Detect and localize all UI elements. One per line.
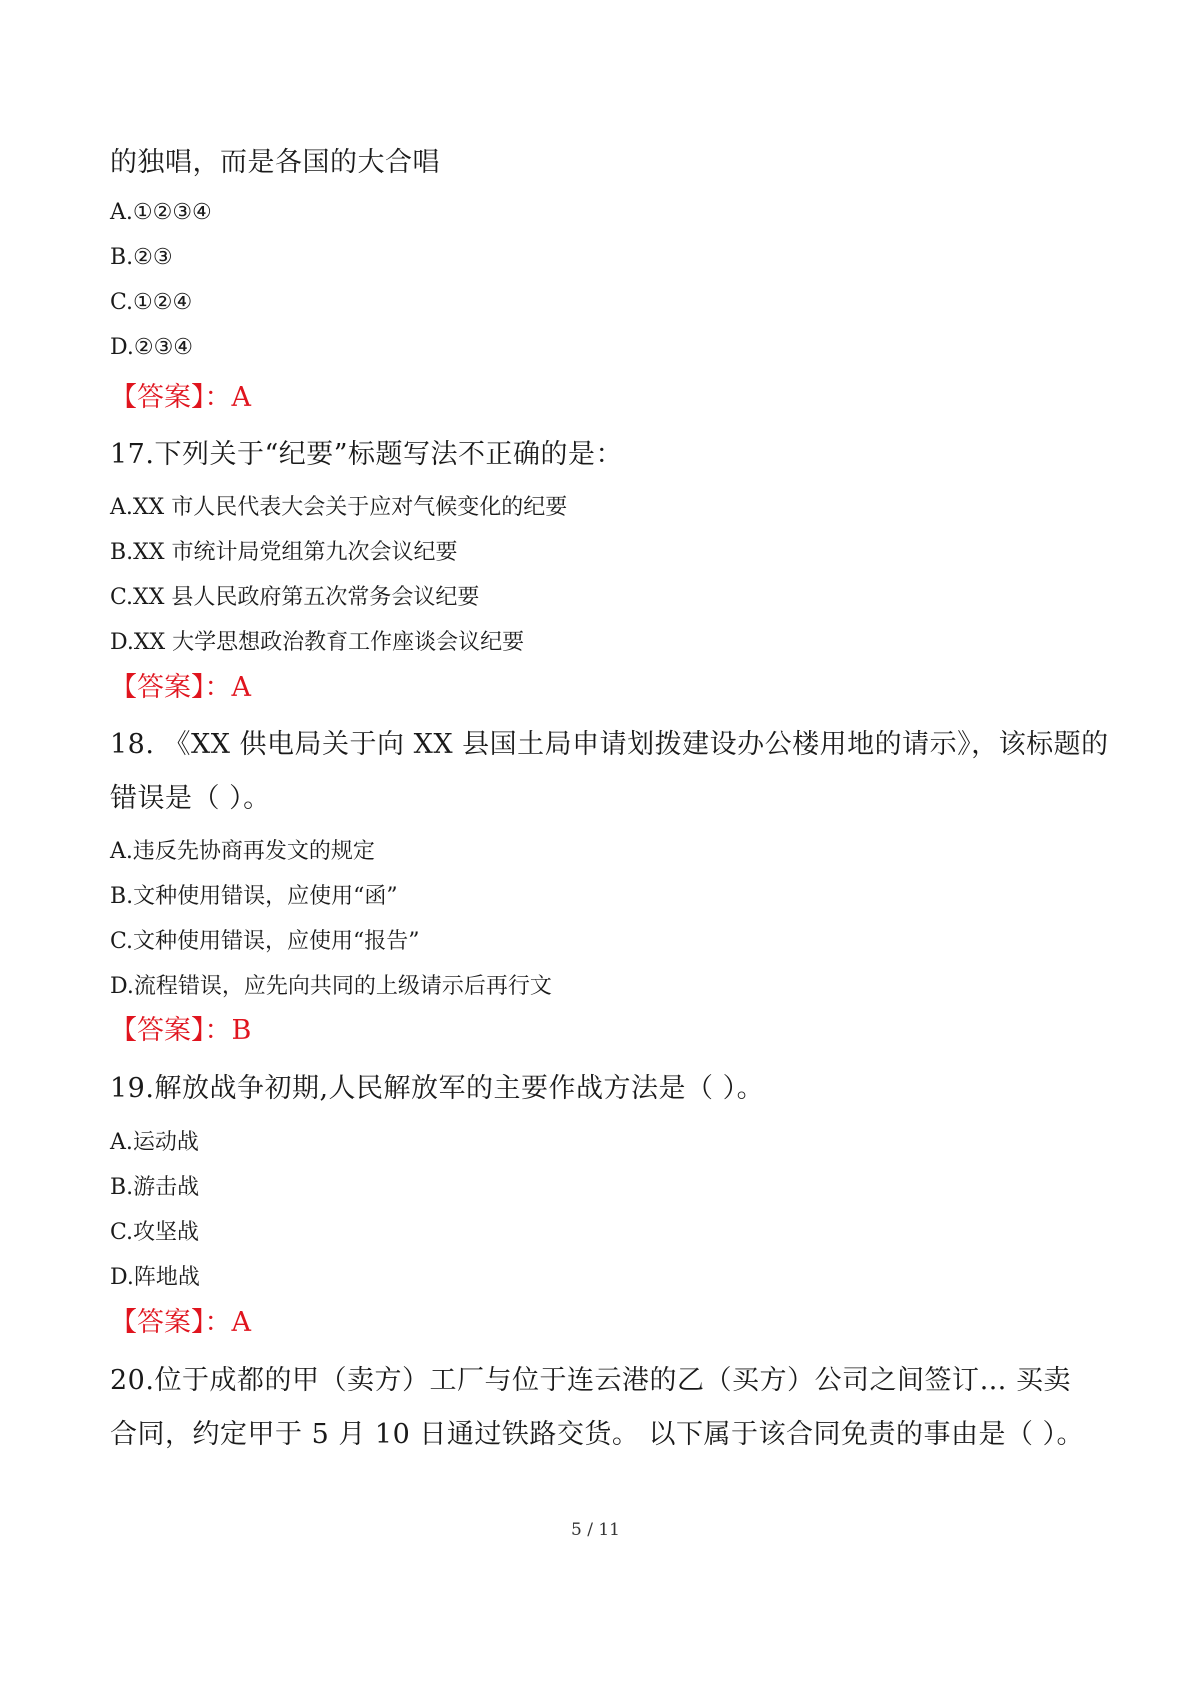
question-text-line: 的独唱，而是各国的大合唱 [110, 147, 440, 178]
option-line: C.①②④ [110, 290, 193, 315]
question-17: 17.下列关于“纪要”标题写法不正确的是： [110, 439, 624, 470]
option-line: A.运动战 [110, 1130, 199, 1155]
option-line: C.XX 县人民政府第五次常务会议纪要 [110, 585, 480, 610]
page-number: 5 / 11 [571, 1520, 620, 1540]
option-line: C.攻坚战 [110, 1220, 200, 1245]
option-line: D.流程错误，应先向共同的上级请示后再行文 [110, 974, 552, 999]
question-19: 19.解放战争初期,人民解放军的主要作战方法是（ ）。 [110, 1073, 765, 1104]
option-line: D.XX 大学思想政治教育工作座谈会议纪要 [110, 630, 525, 655]
option-line: B.游击战 [110, 1175, 200, 1200]
question-text-line: 错误是（ ）。 [110, 783, 271, 814]
option-line: C.文种使用错误，应使用“报告” [110, 929, 420, 954]
option-line: B.文种使用错误，应使用“函” [110, 884, 398, 909]
question-text-line: 合同，约定甲于 5 月 10 日通过铁路交货。 以下属于该合同免责的事由是（ ）。 [110, 1419, 1085, 1450]
option-line: D.②③④ [110, 335, 194, 360]
answer-line: 【答案】：B [110, 1015, 252, 1046]
answer-line: 【答案】：A [110, 1307, 251, 1338]
option-line: B.XX 市统计局党组第九次会议纪要 [110, 540, 458, 565]
option-line: A.XX 市人民代表大会关于应对气候变化的纪要 [110, 495, 568, 520]
question-18: 18. 《XX 供电局关于向 XX 县国土局申请划拨建设办公楼用地的请示》，该标题的 [110, 729, 1109, 760]
option-line: A.违反先协商再发文的规定 [110, 839, 375, 864]
answer-line: 【答案】：A [110, 382, 251, 413]
question-20: 20.位于成都的甲（卖方）工厂与位于连云港的乙（买方）公司之间签订… 买卖 [110, 1365, 1072, 1396]
answer-line: 【答案】：A [110, 672, 251, 703]
option-line: D.阵地战 [110, 1265, 200, 1290]
option-line: B.②③ [110, 245, 173, 270]
option-line: A.①②③④ [110, 200, 212, 225]
